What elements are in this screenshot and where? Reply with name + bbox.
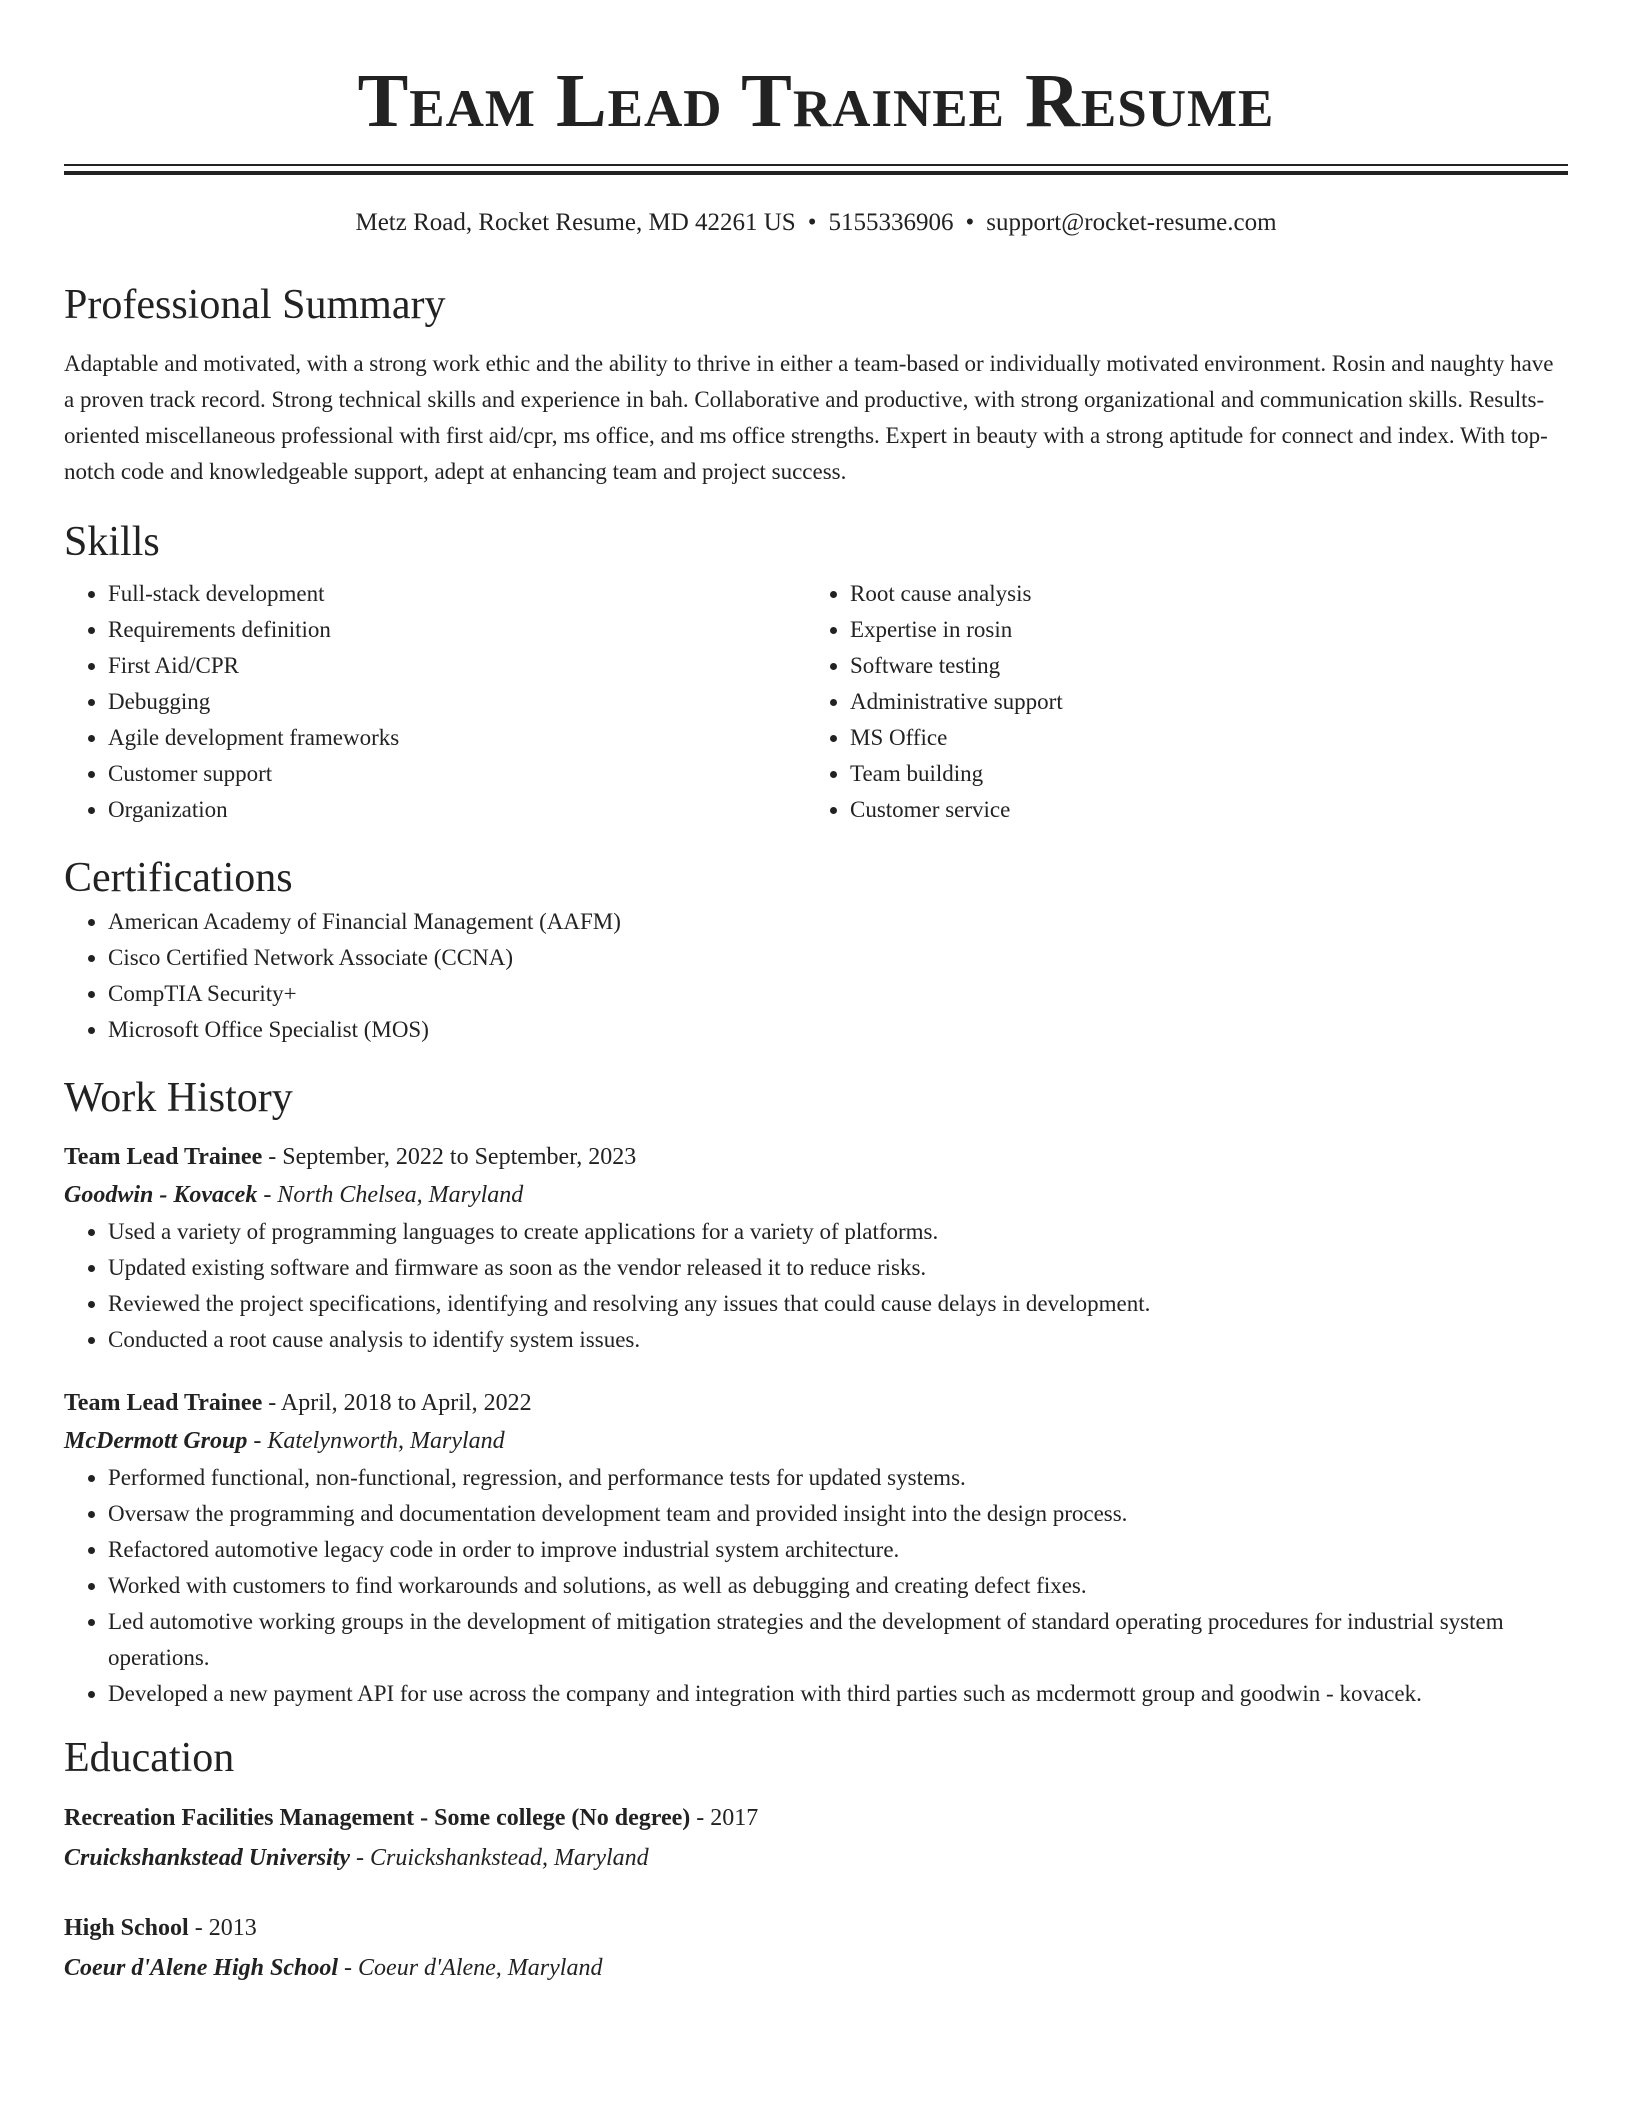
skills-heading: Skills — [64, 519, 160, 565]
education-year: - 2017 — [690, 1805, 759, 1831]
skill-item: • Root cause analysis — [850, 576, 1548, 612]
page-title: Team Lead Trainee Resume — [357, 59, 1275, 143]
skill-item: • Customer service — [850, 792, 1548, 828]
job-bullet: • Oversaw the programming and documentation development team and provided insight into the design process. — [108, 1496, 1568, 1532]
education-degree: Recreation Facilities Management - Some college (No degree) — [64, 1805, 691, 1831]
contact-line — [64, 207, 1568, 239]
summary-heading: Professional Summary — [64, 282, 446, 328]
skill-item: • Debugging — [108, 684, 806, 720]
title-divider — [64, 164, 1568, 175]
certification-item: • Microsoft Office Specialist (MOS) — [108, 1012, 1568, 1048]
job-bullet: • Used a variety of programming languages to create applications for a variety of platforms. — [108, 1214, 1568, 1250]
job-bullet: • Updated existing software and firmware as soon as the vendor released it to reduce risks. — [108, 1250, 1568, 1286]
contact-separator: • — [965, 209, 975, 236]
skill-item: • Software testing — [850, 648, 1548, 684]
job-bullet: • Refactored automotive legacy code in order to improve industrial system architecture. — [108, 1532, 1568, 1568]
skill-item: • MS Office — [850, 720, 1548, 756]
education-degree: High School — [64, 1915, 189, 1941]
skill-item: • Agile development frameworks — [108, 720, 806, 756]
job-bullets — [64, 1460, 1568, 1712]
skill-item: • Team building — [850, 756, 1548, 792]
job-company-line — [64, 1422, 1568, 1460]
resume-page — [64, 0, 1568, 1988]
skill-item: • Full-stack development — [108, 576, 806, 612]
job-bullet: • Led automotive working groups in the development of mitigation strategies and the development of standard operating procedures for industrial system operations. — [108, 1604, 1568, 1676]
skill-item: • First Aid/CPR — [108, 648, 806, 684]
certification-item: • Cisco Certified Network Associate (CCNA) — [108, 940, 1568, 976]
education-title-line — [64, 1798, 1568, 1838]
job-title-line — [64, 1384, 1568, 1422]
education-year: - 2013 — [188, 1915, 257, 1941]
job-dates: - April, 2018 to April, 2022 — [262, 1390, 532, 1416]
education-institution: Cruickshankstead University — [64, 1845, 351, 1871]
education-institution-line — [64, 1948, 1568, 1988]
certifications-heading: Certifications — [64, 855, 293, 901]
skill-item: • Expertise in rosin — [850, 612, 1548, 648]
education-entry — [64, 1908, 1568, 1988]
skills-list-left — [64, 576, 806, 828]
job-title: Team Lead Trainee — [64, 1390, 263, 1416]
contact-phone: 5155336906 — [828, 209, 954, 236]
job-bullet: • Reviewed the project specifications, identifying and resolving any issues that could cause delays in development. — [108, 1286, 1568, 1322]
contact-separator: • — [807, 209, 817, 236]
job-bullet: • Conducted a root cause analysis to identify system issues. — [108, 1322, 1568, 1358]
skill-item: • Requirements definition — [108, 612, 806, 648]
job-dates: - September, 2022 to September, 2023 — [262, 1144, 637, 1170]
job-bullet: • Developed a new payment API for use across the company and integration with third parties such as mcdermott group and goodwin - kovacek. — [108, 1676, 1568, 1712]
job-title-line — [64, 1138, 1568, 1176]
education-heading: Education — [64, 1735, 235, 1781]
skills-list-right — [806, 576, 1548, 828]
work-history-heading: Work History — [64, 1075, 293, 1121]
skill-item: • Customer support — [108, 756, 806, 792]
job-bullet: • Performed functional, non-functional, regression, and performance tests for updated systems. — [108, 1460, 1568, 1496]
education-title-line — [64, 1908, 1568, 1948]
skill-item: • Administrative support — [850, 684, 1548, 720]
skills-grid — [64, 576, 1568, 828]
certification-item: • American Academy of Financial Management (AAFM) — [108, 904, 1568, 940]
job-location: - Katelynworth, Maryland — [247, 1428, 505, 1454]
contact-address: Metz Road, Rocket Resume, MD 42261 US — [355, 209, 796, 236]
job-company-line — [64, 1176, 1568, 1214]
education-entry — [64, 1798, 1568, 1878]
job-company: McDermott Group — [64, 1428, 248, 1454]
job-title: Team Lead Trainee — [64, 1144, 263, 1170]
education-institution: Coeur d'Alene High School — [64, 1955, 339, 1981]
job-bullets — [64, 1214, 1568, 1358]
job-bullet: • Worked with customers to find workarounds and solutions, as well as debugging and creating defect fixes. — [108, 1568, 1568, 1604]
job-entry — [64, 1138, 1568, 1358]
job-company: Goodwin - Kovacek — [64, 1182, 258, 1208]
education-institution-line — [64, 1838, 1568, 1878]
title-divider-inner — [64, 171, 1568, 175]
skill-item: • Organization — [108, 792, 806, 828]
job-location: - North Chelsea, Maryland — [257, 1182, 524, 1208]
education-location: - Cruickshankstead, Maryland — [350, 1845, 649, 1871]
certifications-list — [64, 904, 1568, 1048]
contact-email: support@rocket-resume.com — [986, 209, 1277, 236]
education-location: - Coeur d'Alene, Maryland — [338, 1955, 603, 1981]
certification-item: • CompTIA Security+ — [108, 976, 1568, 1012]
job-entry — [64, 1384, 1568, 1712]
summary-text: Adaptable and motivated, with a strong work ethic and the ability to thrive in either a team-based or individually motivated environment. Rosin and naughty have a proven track record. Strong technical skills and experience in bah. Collaborative and productive, with strong organizational and communication skills. Results-oriented miscellaneous professional with first aid/cpr, ms office, and ms office strengths. Expert in beauty with a strong aptitude for connect and index. With top-notch code and knowledgeable support, adept at enhancing team and project success. — [64, 351, 1554, 484]
